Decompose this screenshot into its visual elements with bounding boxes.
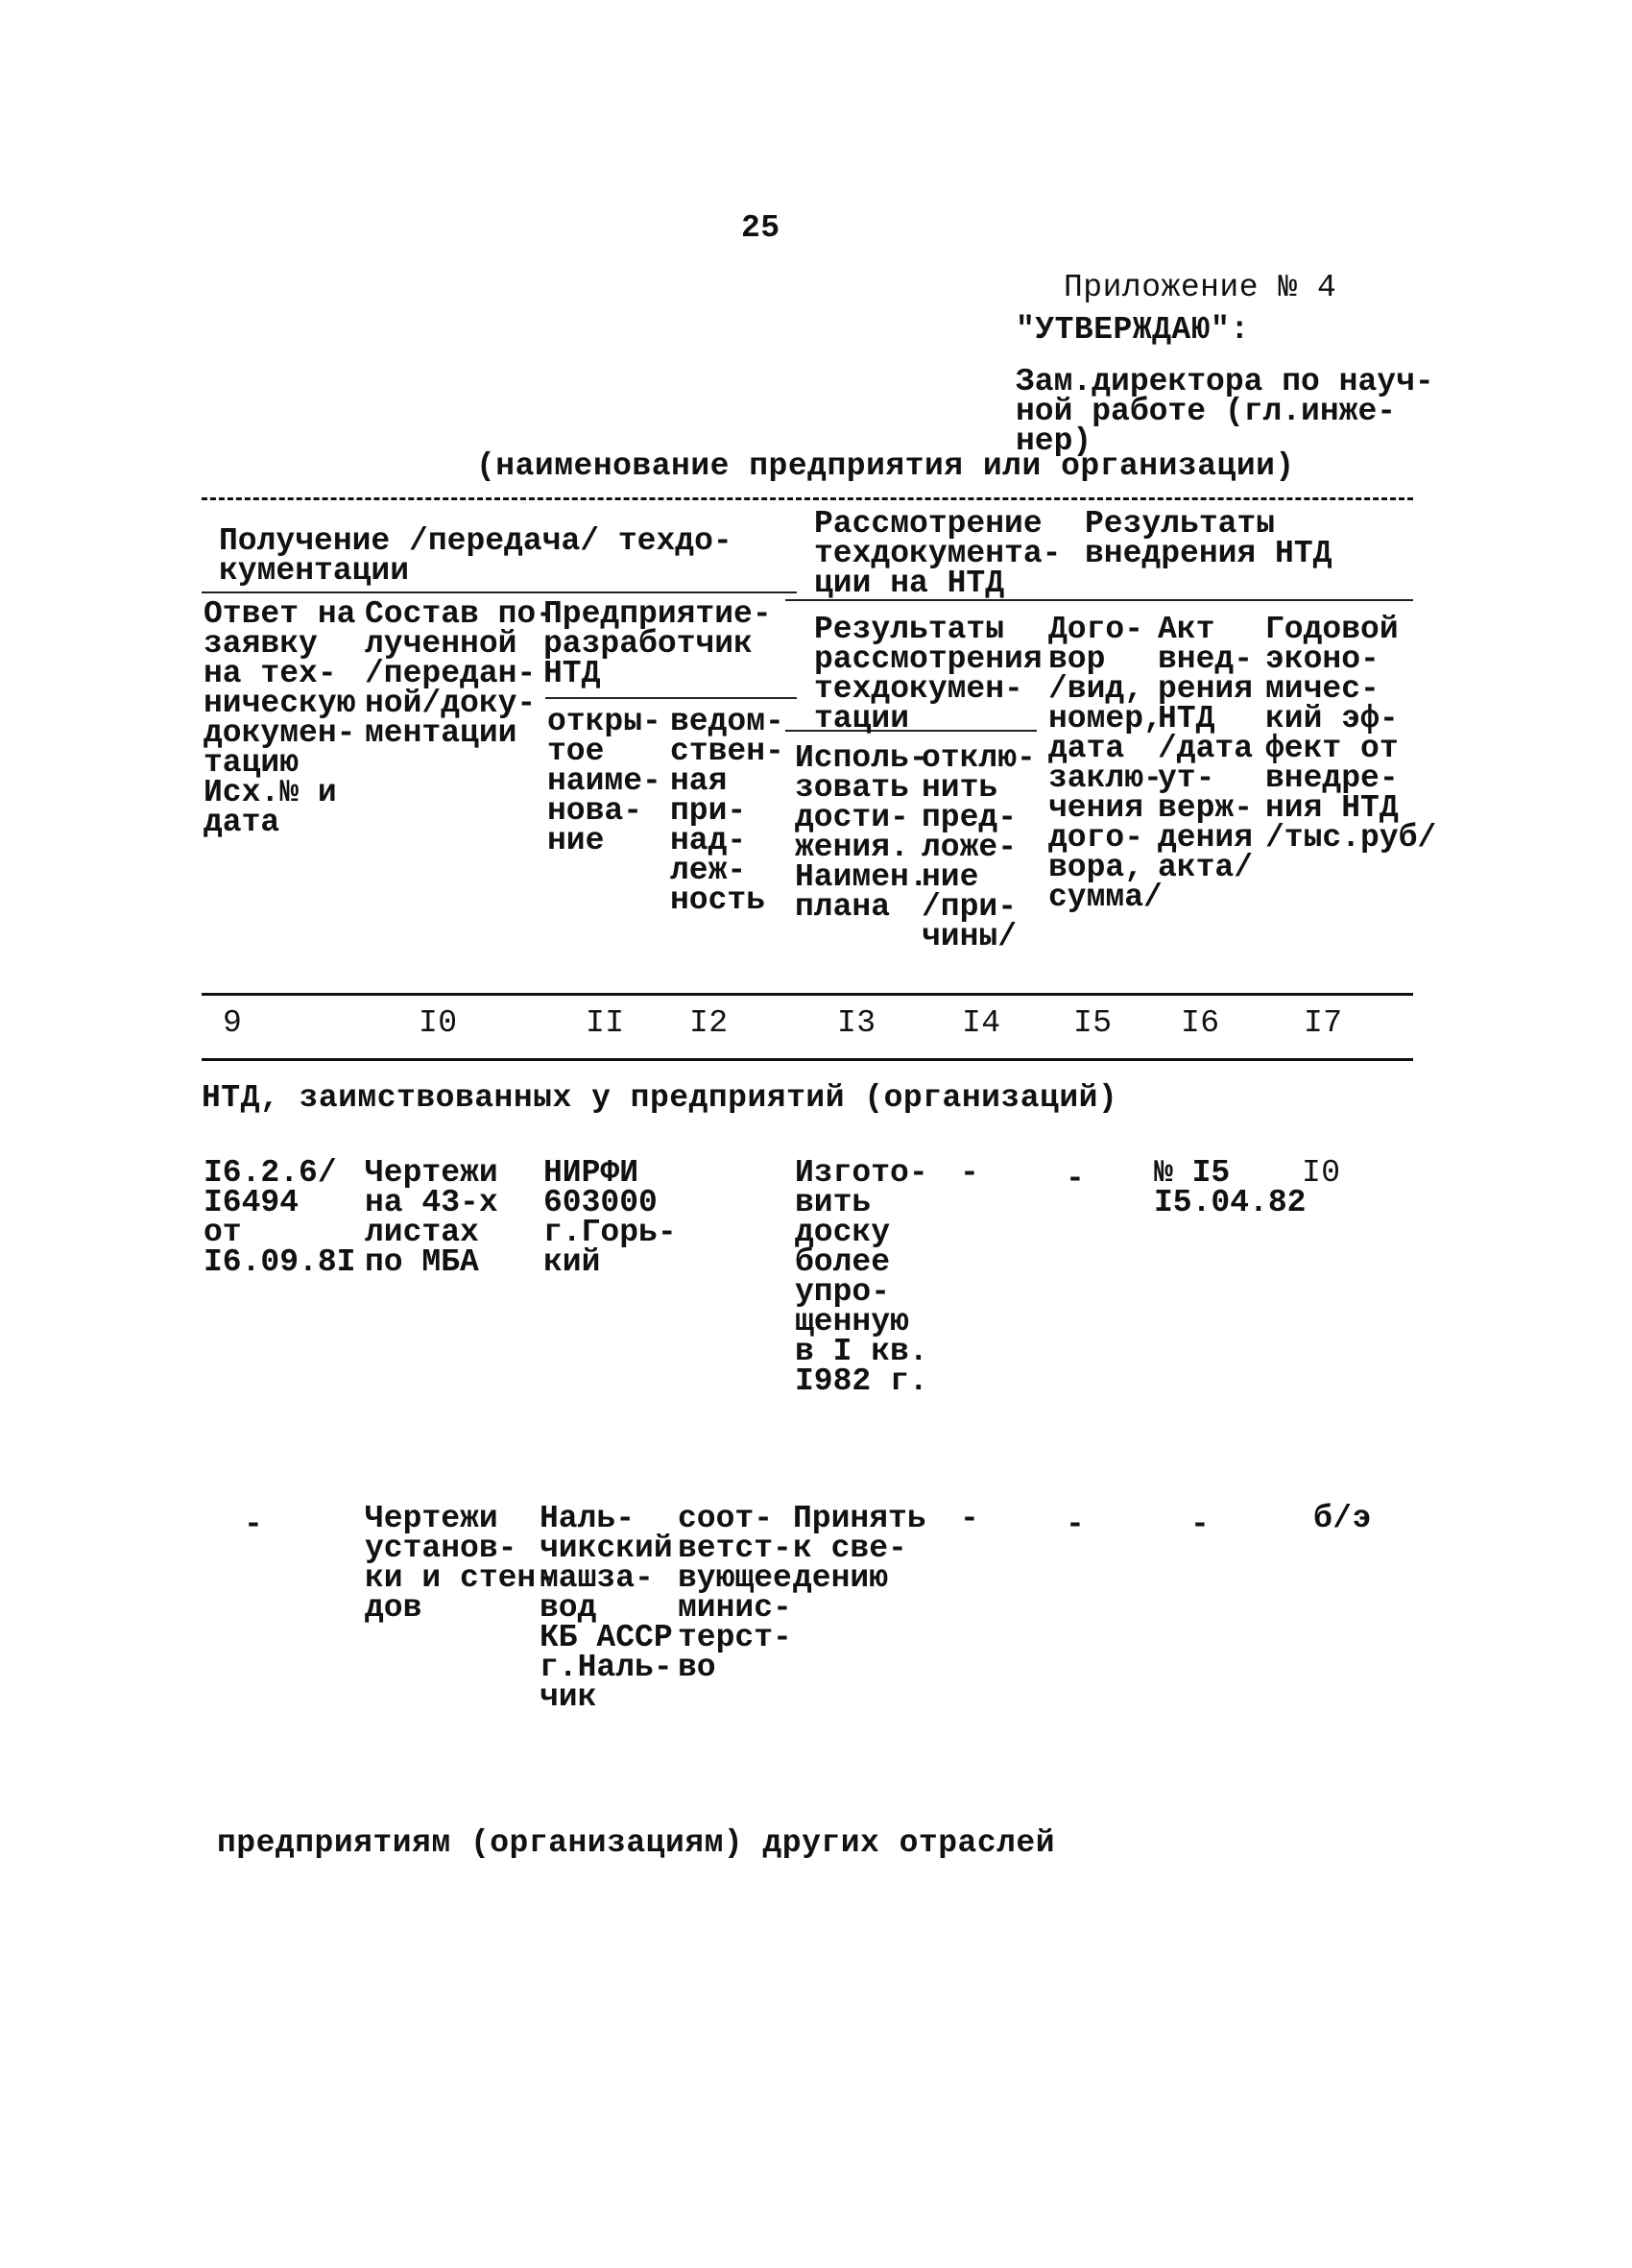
header-col13: Исполь- зовать дости- жения. Наимен. плана xyxy=(795,740,928,925)
row1-c16: № I5 I5.04.82 xyxy=(1154,1155,1307,1220)
row2-c12: соот- ветст- вующее минис- терст- во xyxy=(678,1501,792,1685)
colnum-11: II xyxy=(586,1005,625,1041)
group-results: Результаты внедрения НТД xyxy=(1085,506,1332,571)
header-col12: ведом- ствен- ная при- над- леж- ность xyxy=(670,704,784,918)
enterprise-divider xyxy=(545,697,797,699)
colnum-12: I2 xyxy=(689,1005,729,1041)
row1-c10: Чертежи на 43-х листах по МБА xyxy=(365,1155,498,1280)
section2-title: предприятиям (организациям) других отраслей xyxy=(217,1825,1056,1861)
colnum-17: I7 xyxy=(1304,1005,1343,1041)
approver-position: Зам.директора по науч- ной работе (гл.инже- нер) xyxy=(1016,364,1434,459)
row1-c9: I6.2.6/ I6494 от I6.09.8I xyxy=(204,1155,356,1280)
row1-c15: - xyxy=(1066,1161,1086,1196)
receipt-divider xyxy=(202,591,797,593)
row1-c13: Изгото- вить доску более упро- щенную в I кв. I982 г. xyxy=(795,1155,928,1399)
appendix-label: Приложение № 4 xyxy=(1064,270,1337,305)
header-col16: Акт внед- рения НТД /дата ут- верж- дения акта/ xyxy=(1158,612,1254,885)
table-top-rule xyxy=(202,497,1413,500)
row2-c15: - xyxy=(1066,1507,1086,1542)
row2-c11: Наль- чикский машза- вод КБ АССР г.Наль- чик xyxy=(540,1501,673,1715)
row1-c11: НИРФИ 603000 г.Горь- кий xyxy=(543,1155,677,1280)
colnum-14: I4 xyxy=(962,1005,1001,1041)
group-review: Рассмотрение техдокумента- ции на НТД xyxy=(814,506,1062,601)
header-bottom-rule xyxy=(202,993,1413,996)
colnum-16: I6 xyxy=(1181,1005,1220,1041)
header-col9: Ответ на заявку на тех- ническую докумен- тацию Исх.№ и дата xyxy=(204,596,356,840)
colnum-13: I3 xyxy=(837,1005,876,1041)
colnum-9: 9 xyxy=(223,1005,243,1041)
row2-c13: Принять к све- дению xyxy=(793,1501,926,1596)
row1-c17: I0 xyxy=(1302,1155,1341,1191)
row2-c17: б/э xyxy=(1313,1501,1372,1536)
header-col15: Дого- вор /вид, номер, дата заклю- чения дого- вора, сумма/ xyxy=(1048,612,1163,915)
header-col10: Состав по- лученной /передан- ной/доку- ментации xyxy=(365,596,556,751)
header-col17: Годовой эконо- мичес- кий эф- фект от внедре- ния НТД /тыс.руб/ xyxy=(1265,612,1437,856)
header-col14: отклю- нить пред- ложе- ние /при- чины/ xyxy=(922,740,1036,954)
header-col11-12-group: Предприятие- разработчик НТД xyxy=(543,596,772,691)
row2-c10: Чертежи установ- ки и стен- дов xyxy=(365,1501,556,1626)
row2-c16: - xyxy=(1190,1507,1211,1542)
header-col11: откры- тое наиме- нова- ние xyxy=(547,704,661,858)
group-receipt: Получение /передача/ техдо- кументации xyxy=(219,523,732,589)
org-caption: (наименование предприятия или организации) xyxy=(476,448,1295,484)
header-col13-14-group: Результаты рассмотрения техдокумен- тации xyxy=(814,612,1043,736)
row1-c14: - xyxy=(960,1155,980,1191)
section1-title: НТД, заимствованных у предприятий (организаций) xyxy=(202,1080,1118,1116)
page-number: 25 xyxy=(741,210,780,246)
numbers-bottom-rule xyxy=(202,1058,1413,1061)
colnum-15: I5 xyxy=(1073,1005,1113,1041)
colnum-10: I0 xyxy=(419,1005,458,1041)
row2-c9: - xyxy=(244,1507,264,1542)
approve-label: "УТВЕРЖДАЮ": xyxy=(1016,312,1250,348)
row2-c14: - xyxy=(960,1501,980,1536)
